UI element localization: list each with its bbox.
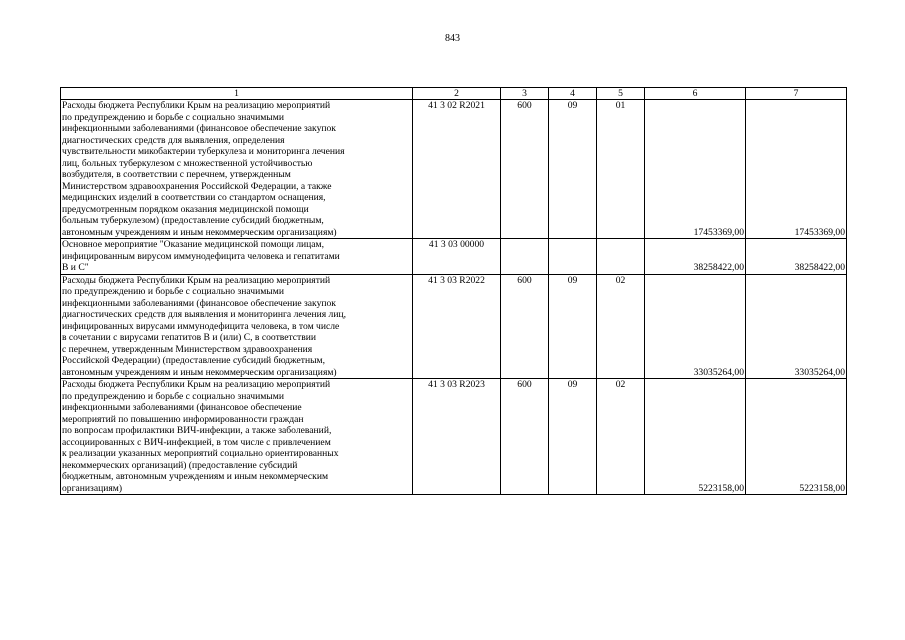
table-row [61, 100, 847, 239]
row-code: 41 3 03 R2022 [413, 274, 501, 379]
description-line: лиц, больных туберкулезом с множественной устойчивостью [62, 157, 313, 169]
description-line: Российской Федерации) (предоставление субсидий бюджетным, [62, 355, 326, 366]
description-line: чувствительности микобактерии туберкулеза и мониторинга лечения [62, 146, 345, 157]
row-amount-col-6: 38258422,00 [645, 239, 746, 275]
row-description [61, 274, 413, 379]
description-line: инфекционными заболеваниями (финансовое обеспечение закупок [62, 123, 336, 134]
description-line: диагностических средств для выявления, определения [62, 134, 285, 146]
header-col-6: 6 [645, 88, 746, 100]
header-col-3: 3 [501, 88, 549, 100]
row-col-5: 02 [597, 379, 645, 495]
description-line: автономным учреждениям и иным некоммерческим организациям) [62, 226, 337, 238]
table-header-row [61, 88, 847, 100]
description-line: В и С" [62, 262, 89, 273]
row-amount-col-7: 17453369,00 [746, 100, 847, 239]
header-col-4: 4 [549, 88, 597, 100]
row-amount-col-6: 17453369,00 [645, 100, 746, 239]
description-line: к реализации указанных мероприятий социально ориентированных [62, 448, 339, 459]
description-line: мероприятий по повышению информированности граждан [62, 413, 304, 425]
description-line: медицинских изделий в соответствии со стандартом оснащения, [62, 192, 326, 203]
description-line: инфицированных вирусами иммунодефицита человека, в том числе [62, 320, 340, 332]
row-description [61, 239, 413, 275]
row-code: 41 3 03 00000 [413, 239, 501, 275]
description-line: Основное мероприятие "Оказание медицинской помощи лицам, [62, 239, 325, 250]
description-line: бюджетным, автономным учреждениям и иным некоммерческим [62, 471, 329, 482]
description-line: с перечнем, утвержденным Министерством здравоохранения [62, 343, 313, 355]
row-amount-col-6: 33035264,00 [645, 274, 746, 379]
row-amount-col-7: 38258422,00 [746, 239, 847, 275]
description-line: некоммерческих организаций) (предоставление субсидий [62, 459, 298, 471]
description-line: в сочетании с вирусами гепатитов В и (или) С, в соответствии [62, 332, 317, 343]
description-line: больным туберкулезом) (предоставление субсидий бюджетным, [62, 215, 324, 226]
description-line: по предупреждению и борьбе с социально значимыми [62, 111, 284, 123]
row-col-5: 01 [597, 100, 645, 239]
description-line: Расходы бюджета Республики Крым на реализацию мероприятий [62, 379, 331, 390]
description-line: инфицированным вирусом иммунодефицита человека и гепатитами [62, 250, 340, 262]
header-col-7: 7 [746, 88, 847, 100]
row-col-3 [501, 239, 549, 275]
description-line: по предупреждению и борьбе с социально значимыми [62, 286, 284, 297]
table-row [61, 379, 847, 495]
description-line: Министерством здравоохранения Российской Федерации, а также [62, 180, 332, 192]
description-line: автономным учреждениям и иным некоммерческим организациям) [62, 366, 337, 378]
description-line: по вопросам профилактики ВИЧ-инфекции, а также заболеваний, [62, 425, 332, 436]
description-line: возбудителя, в соответствии с перечнем, утвержденным [62, 169, 291, 180]
row-col-3: 600 [501, 274, 549, 379]
row-amount-col-7: 5223158,00 [746, 379, 847, 495]
row-col-5 [597, 239, 645, 275]
description-line: Расходы бюджета Республики Крым на реализацию мероприятий [62, 100, 331, 111]
budget-table [60, 87, 847, 495]
row-col-4: 09 [549, 274, 597, 379]
row-col-3: 600 [501, 100, 549, 239]
description-line: Расходы бюджета Республики Крым на реализацию мероприятий [62, 274, 331, 286]
row-col-4: 09 [549, 100, 597, 239]
description-line: по предупреждению и борьбе с социально значимыми [62, 390, 284, 402]
row-description [61, 379, 413, 495]
row-code: 41 3 03 R2023 [413, 379, 501, 495]
description-line: инфекционными заболеваниями (финансовое обеспечение закупок [62, 297, 336, 309]
row-amount-col-7: 33035264,00 [746, 274, 847, 379]
table-row [61, 239, 847, 275]
description-line: диагностических средств для выявления и мониторинга лечения лиц, [62, 309, 346, 320]
row-description [61, 100, 413, 239]
description-line: ассоциированных с ВИЧ-инфекцией, в том числе с привлечением [62, 436, 331, 448]
row-code: 41 3 02 R2021 [413, 100, 501, 239]
description-line: предусмотренным порядком оказания медицинской помощи [62, 203, 309, 215]
header-col-2: 2 [413, 88, 501, 100]
header-col-5: 5 [597, 88, 645, 100]
row-col-5: 02 [597, 274, 645, 379]
row-col-3: 600 [501, 379, 549, 495]
row-col-4: 09 [549, 379, 597, 495]
row-amount-col-6: 5223158,00 [645, 379, 746, 495]
description-line: инфекционными заболеваниями (финансовое обеспечение [62, 402, 302, 413]
header-col-1: 1 [61, 88, 413, 100]
description-line: организациям) [62, 482, 123, 494]
page-number: 843 [445, 33, 460, 44]
table-row [61, 274, 847, 379]
row-col-4 [549, 239, 597, 275]
